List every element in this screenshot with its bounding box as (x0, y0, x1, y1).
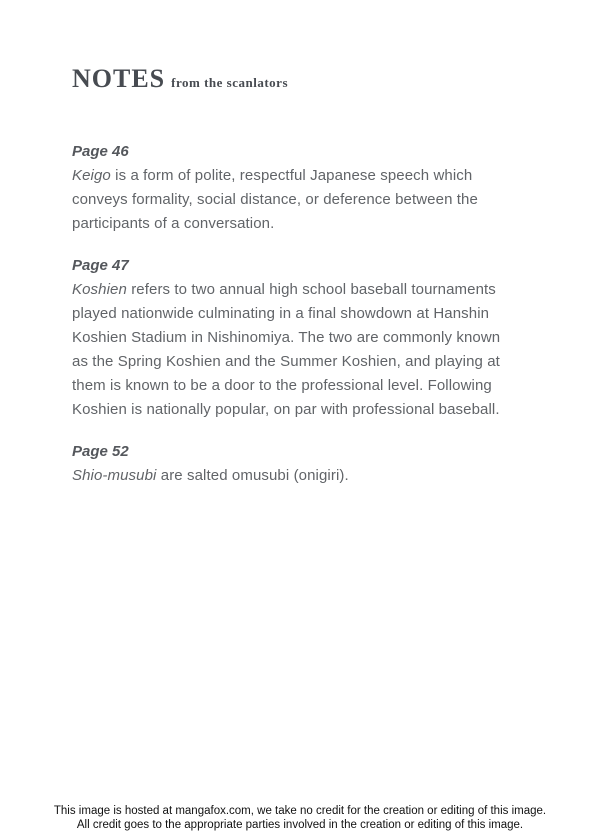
note-section-page-46 (72, 140, 514, 236)
note-body (72, 464, 514, 488)
note-term: Koshien (72, 281, 127, 298)
disclaimer-line-1: This image is hosted at mangafox.com, we take no credit for the creation or editing of this image. (53, 805, 547, 817)
note-text: is a form of polite, respectful Japanese speech which conveys formality, social distance, or deference between the participants of a conversation. (72, 167, 478, 232)
hosting-disclaimer (0, 804, 600, 832)
note-body (72, 278, 514, 422)
notes-subtitle: from the scanlators (171, 75, 289, 90)
note-term: Keigo (72, 167, 111, 184)
notes-list (72, 140, 514, 506)
note-heading: Page 52 (72, 443, 129, 460)
note-text: are salted omusubi (onigiri). (160, 467, 349, 484)
note-section-page-47 (72, 254, 514, 422)
disclaimer-line-2: All credit goes to the appropriate parties involved in the creation or editing of this image. (76, 819, 524, 831)
note-body (72, 164, 514, 236)
note-heading: Page 47 (72, 257, 129, 274)
note-term: Shio-musubi (72, 467, 157, 484)
note-text: refers to two annual high school baseball tournaments played nationwide culminating in a final showdown at Hanshin Koshien Stadium in Nishinomiya. The two are commonly known as the Spring Koshien and the Summer Koshien, and playing at them is known to be a door to the professional level. Following Koshien is nationally popular, on par with professional baseball. (72, 281, 501, 418)
notes-title: NOTES (72, 64, 166, 93)
note-heading: Page 46 (72, 143, 129, 160)
page-title (72, 64, 288, 94)
note-section-page-52 (72, 440, 514, 488)
